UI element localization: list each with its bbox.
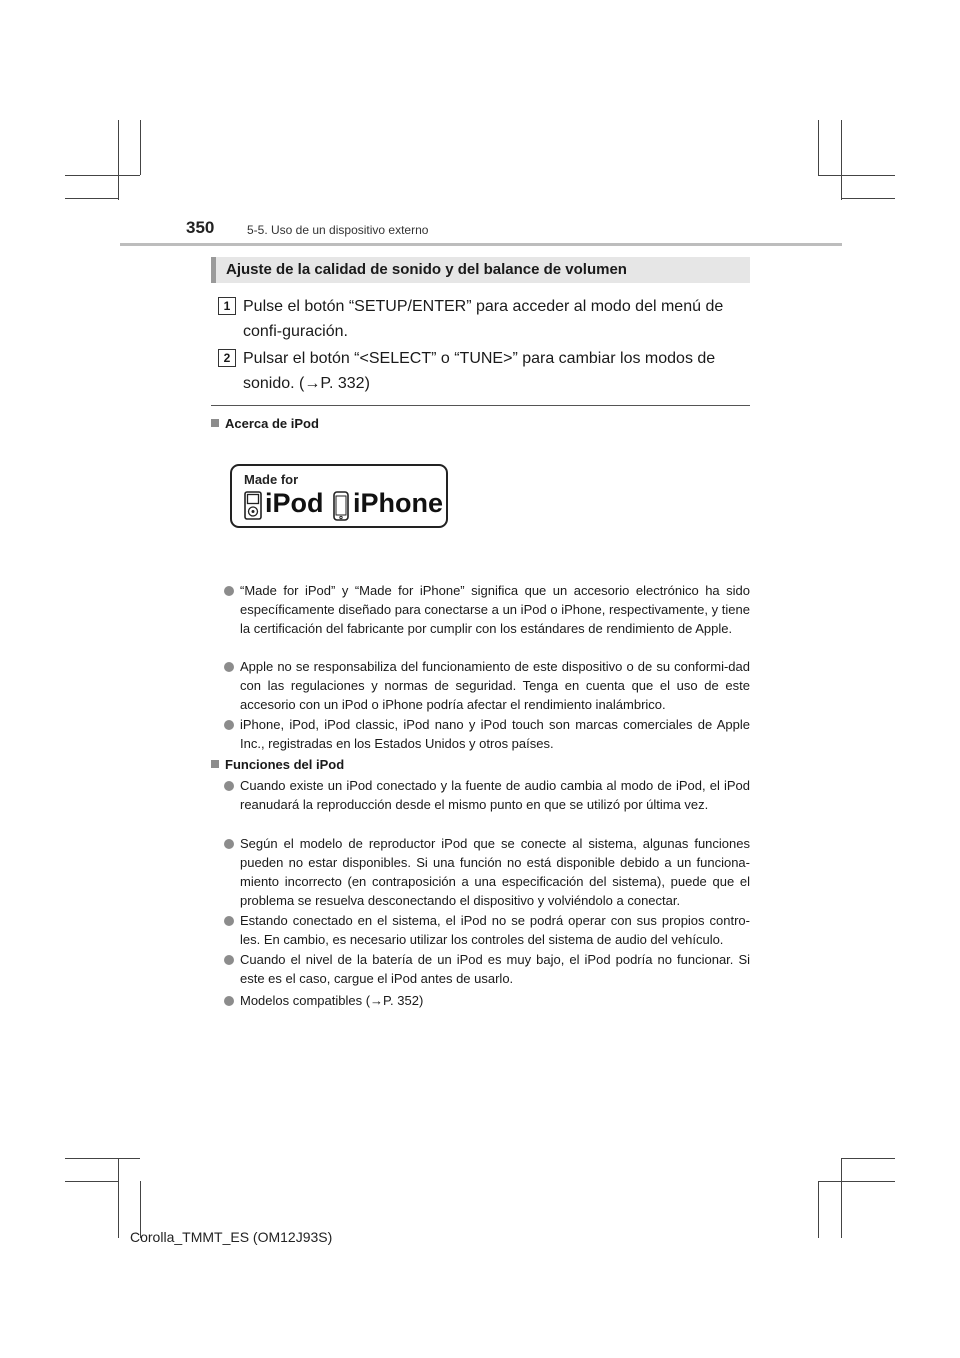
crop-mark [841, 120, 842, 200]
crop-mark [140, 120, 141, 175]
bullet-text: Modelos compatibles (→P. 352) [240, 993, 424, 1008]
list-item [224, 657, 750, 714]
logo-made-for: Made for [244, 472, 299, 487]
crop-mark [818, 1181, 895, 1182]
bullet-text: Según el modelo de reproductor iPod que se conecte al sistema, algunas funciones pueden no estar disponibles. Si una función no está disponible debido a un funciona-miento incorrecto (en contraposición a una especificación del sistema), puede que el problema se resuelva desconectando el dispositivo y volviéndolo a conectar. [240, 836, 750, 908]
subheading-text: Funciones del iPod [225, 757, 345, 772]
list-item [224, 911, 750, 949]
subheading-text: Acerca de iPod [225, 416, 319, 431]
round-bullet-icon [224, 720, 234, 730]
list-item [224, 834, 750, 910]
round-bullet-icon [224, 839, 234, 849]
step-1 [218, 294, 750, 346]
crop-mark [65, 175, 140, 176]
crop-mark [818, 1181, 819, 1238]
bullet-text: Cuando el nivel de la batería de un iPod es muy bajo, el iPod podría no funcionar. Si este es el caso, cargue el iPod antes de usarlo. [240, 952, 750, 986]
step-text: Pulse el botón “SETUP/ENTER” para acceder al modo del menú de confi-guración. [243, 298, 724, 340]
crop-mark [818, 175, 895, 176]
crop-mark [841, 198, 895, 199]
square-bullet-icon [211, 419, 219, 427]
round-bullet-icon [224, 662, 234, 672]
round-bullet-icon [224, 586, 234, 596]
logo-ipod-text: iPod [265, 488, 324, 518]
ipod-icon [244, 491, 262, 520]
section-title-bar [211, 257, 750, 283]
section-divider [211, 405, 750, 406]
step-text: Pulsar el botón “<SELECT” o “TUNE>” para cambiar los modos de sonido. (→P. 332) [243, 350, 716, 392]
list-item [224, 950, 750, 988]
crop-mark [118, 1158, 119, 1238]
crop-mark [65, 1158, 140, 1159]
bullet-text: iPhone, iPod, iPod classic, iPod nano y iPod touch son marcas comerciales de Apple Inc., registradas en los Estados Unidos y otros países. [240, 717, 750, 751]
step-2 [218, 346, 750, 398]
bullet-text: Apple no se responsabiliza del funcionamiento de este dispositivo o de su conformi-dad con las regulaciones y normas de seguridad. Tenga en cuenta que el uso de este accesorio con un iPod o iPhone podría afectar el rendimiento inalámbrico. [240, 659, 750, 712]
subheading-ipod-functions [211, 757, 344, 772]
crop-mark [65, 1181, 118, 1182]
subheading-about-ipod [211, 416, 319, 431]
list-item [224, 715, 750, 753]
step-number: 1 [218, 297, 236, 315]
page-number: 350 [186, 218, 215, 237]
iphone-icon [333, 491, 349, 521]
section-reference: 5-5. Uso de un dispositivo externo [247, 223, 429, 237]
square-bullet-icon [211, 760, 219, 768]
bullet-text: Estando conectado en el sistema, el iPod no se podrá operar con sus propios contro-les. En cambio, es necesario utilizar los controles del sistema de audio del vehículo. [240, 913, 750, 947]
round-bullet-icon [224, 781, 234, 791]
list-item [224, 776, 750, 814]
crop-mark [118, 120, 119, 200]
made-for-ipod-iphone-logo [230, 464, 448, 528]
bullet-text: “Made for iPod” y “Made for iPhone” significa que un accesorio electrónico ha sido específicamente diseñado para conectarse a un iPod o iPhone, respectivamente, y tiene la certificación del fabricante por cumplir con los estándares de rendimiento de Apple. [240, 583, 750, 636]
round-bullet-icon [224, 916, 234, 926]
logo-iphone-text: iPhone [353, 488, 444, 518]
round-bullet-icon [224, 996, 234, 1006]
crop-mark [818, 120, 819, 175]
crop-mark [65, 198, 118, 199]
footer-document-id: Corolla_TMMT_ES (OM12J93S) [130, 1229, 333, 1245]
crop-mark [841, 1158, 895, 1159]
crop-mark [841, 1158, 842, 1238]
list-item [224, 991, 750, 1010]
round-bullet-icon [224, 955, 234, 965]
step-number: 2 [218, 349, 236, 367]
section-title: Ajuste de la calidad de sonido y del balance de volumen [226, 261, 627, 278]
header-rule [120, 243, 842, 246]
list-item [224, 581, 750, 638]
bullet-text: Cuando existe un iPod conectado y la fuente de audio cambia al modo de iPod, el iPod reanudará la reproducción desde el mismo punto en que se utilizó por última vez. [240, 778, 750, 812]
